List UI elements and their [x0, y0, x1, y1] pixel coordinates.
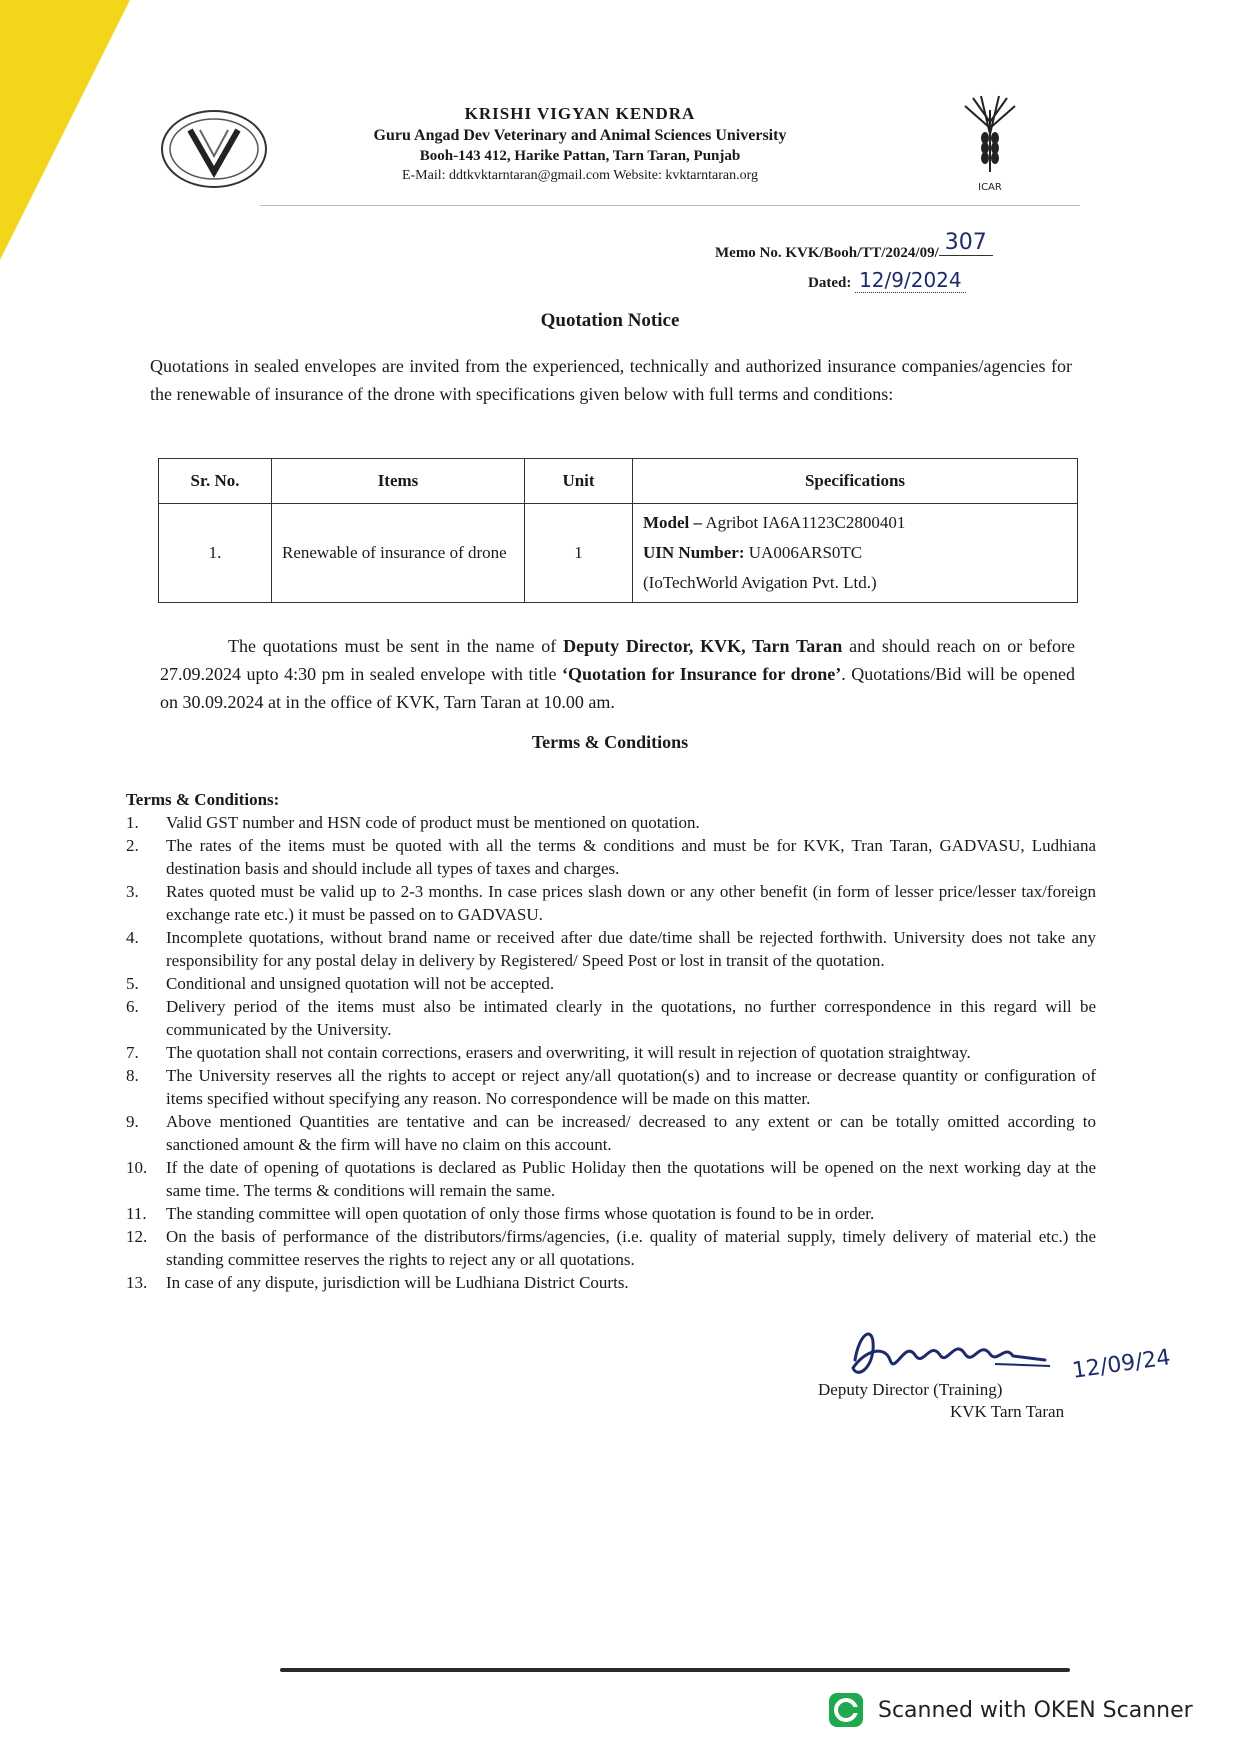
- university-name: Guru Angad Dev Veterinary and Animal Sciences University: [373, 127, 787, 144]
- list-item: 4. Incomplete quotations, without brand name or received after due date/time shall be rejected forthwith. University does not take any responsibility for any postal delay in delivery by Registered/ Speed Post or lost in transit of the quotation.: [126, 928, 1096, 970]
- scanner-label: Scanned with OKEN Scanner: [878, 1697, 1193, 1723]
- col-header-sr: Sr. No.: [159, 459, 272, 504]
- cell-specifications: [633, 504, 1078, 603]
- kvk-university-emblem-icon: [160, 108, 268, 190]
- spec-uin: UIN Number: UA006ARS0TC: [643, 543, 863, 562]
- list-item: 9. Above mentioned Quantities are tentative and can be increased/ decreased to any extent or can be totally omitted according to sanctioned amount & the firm will have no claim on this account.: [126, 1112, 1096, 1154]
- table-row: [159, 504, 1078, 603]
- icar-emblem-icon: [955, 92, 1025, 194]
- list-item: 1. Valid GST number and HSN code of product must be mentioned on quotation.: [126, 813, 700, 832]
- oken-scanner-logo-icon: [828, 1692, 864, 1728]
- spec-model: Model – Agribot IA6A1123C2800401: [643, 513, 906, 532]
- list-item: 5. Conditional and unsigned quotation will not be accepted.: [126, 974, 555, 993]
- address: Booh-143 412, Harike Pattan, Tarn Taran, Punjab: [419, 148, 741, 164]
- terms-section: [126, 788, 1096, 1294]
- cell-sr: 1.: [159, 504, 272, 603]
- memo-number: [715, 230, 993, 263]
- cell-item: Renewable of insurance of drone: [272, 504, 525, 603]
- terms-list: [126, 811, 1096, 1294]
- list-item: 6. Delivery period of the items must also be intimated clearly in the quotations, no further correspondence in this regard will be communicated by the University.: [126, 997, 1096, 1039]
- page-bottom-edge: [280, 1668, 1070, 1672]
- col-header-specifications: Specifications: [633, 459, 1078, 504]
- intro-paragraph: Quotations in sealed envelopes are invited from the experienced, technically and authorized insurance companies/agencies for the renewable of insurance of the drone with specifications given below with full terms and conditions:: [150, 356, 1072, 404]
- list-item: 3. Rates quoted must be valid up to 2-3 months. In case prices slash down or any other benefit (in form of lesser price/lesser tax/foreign exchange rate etc.) it must be passed on to GADVASU.: [126, 882, 1096, 924]
- dated-label: Dated:: [808, 275, 852, 291]
- table-header-row: [159, 459, 1078, 504]
- svg-text:ICAR: ICAR: [978, 182, 1002, 193]
- contact-info: E-Mail: ddtkvktarntaran@gmail.com Website: kvktarntaran.org: [401, 168, 759, 183]
- submission-paragraph: The quotations must be sent in the name of Deputy Director, KVK, Tarn Taran and should reach on or before 27.09.2024 upto 4:30 pm in sealed envelope with title ‘Quotation for Insurance for drone’. Quotations/Bid will be opened on 30.09.2024 at in the office of KVK, Tarn Taran at 10.00 am.: [160, 636, 1075, 712]
- list-item: 11. The standing committee will open quotation of only those firms whose quotation is found to be in order.: [126, 1204, 875, 1223]
- list-item: 12. On the basis of performance of the distributors/firms/agencies, (i.e. quality of material supply, timely delivery of material etc.) the standing committee reserves the rights to reject any or all quotations.: [126, 1227, 1096, 1269]
- list-item: 7. The quotation shall not contain corrections, erasers and overwriting, it will result in rejection of quotation straightway.: [126, 1043, 971, 1062]
- header-divider: [260, 205, 1080, 206]
- list-item: 13. In case of any dispute, jurisdiction will be Ludhiana District Courts.: [126, 1273, 629, 1292]
- signature-date: 12/09/24: [1070, 1345, 1173, 1384]
- signatory-title: Deputy Director (Training): [818, 1380, 1003, 1399]
- items-table: [158, 458, 1078, 603]
- col-header-items: Items: [272, 459, 525, 504]
- letterhead: [300, 104, 860, 184]
- cell-unit: 1: [525, 504, 633, 603]
- memo-handwritten-number: 307: [939, 230, 993, 256]
- terms-heading: Terms & Conditions: [531, 732, 689, 752]
- col-header-unit: Unit: [525, 459, 633, 504]
- notice-title: Quotation Notice: [540, 310, 680, 331]
- spec-maker: (IoTechWorld Avigation Pvt. Ltd.): [643, 573, 877, 592]
- signatory-org: KVK Tarn Taran: [950, 1402, 1065, 1421]
- list-item: 2. The rates of the items must be quoted with all the terms & conditions and must be for KVK, Tran Taran, GADVASU, Ludhiana destination basis and should include all types of taxes and charges.: [126, 836, 1096, 878]
- memo-label: Memo No. KVK/Booh/TT/2024/09/: [715, 245, 939, 261]
- org-name: KRISHI VIGYAN KENDRA: [464, 104, 696, 123]
- list-item: 8. The University reserves all the rights to accept or reject any/all quotation(s) and to increase or decrease quantity or configuration of items specified without specifying any reason. No correspondence will be made on this matter.: [126, 1066, 1096, 1108]
- list-item: 10. If the date of opening of quotations is declared as Public Holiday then the quotations will be opened on the next working day at the same time. The terms & conditions will remain the same.: [126, 1158, 1096, 1200]
- scanner-watermark: [828, 1690, 1193, 1730]
- yellow-corner-shape: [0, 0, 130, 260]
- terms-label: Terms & Conditions:: [126, 790, 280, 809]
- dated-handwritten: 12/9/2024: [855, 268, 966, 293]
- memo-date: [808, 268, 966, 292]
